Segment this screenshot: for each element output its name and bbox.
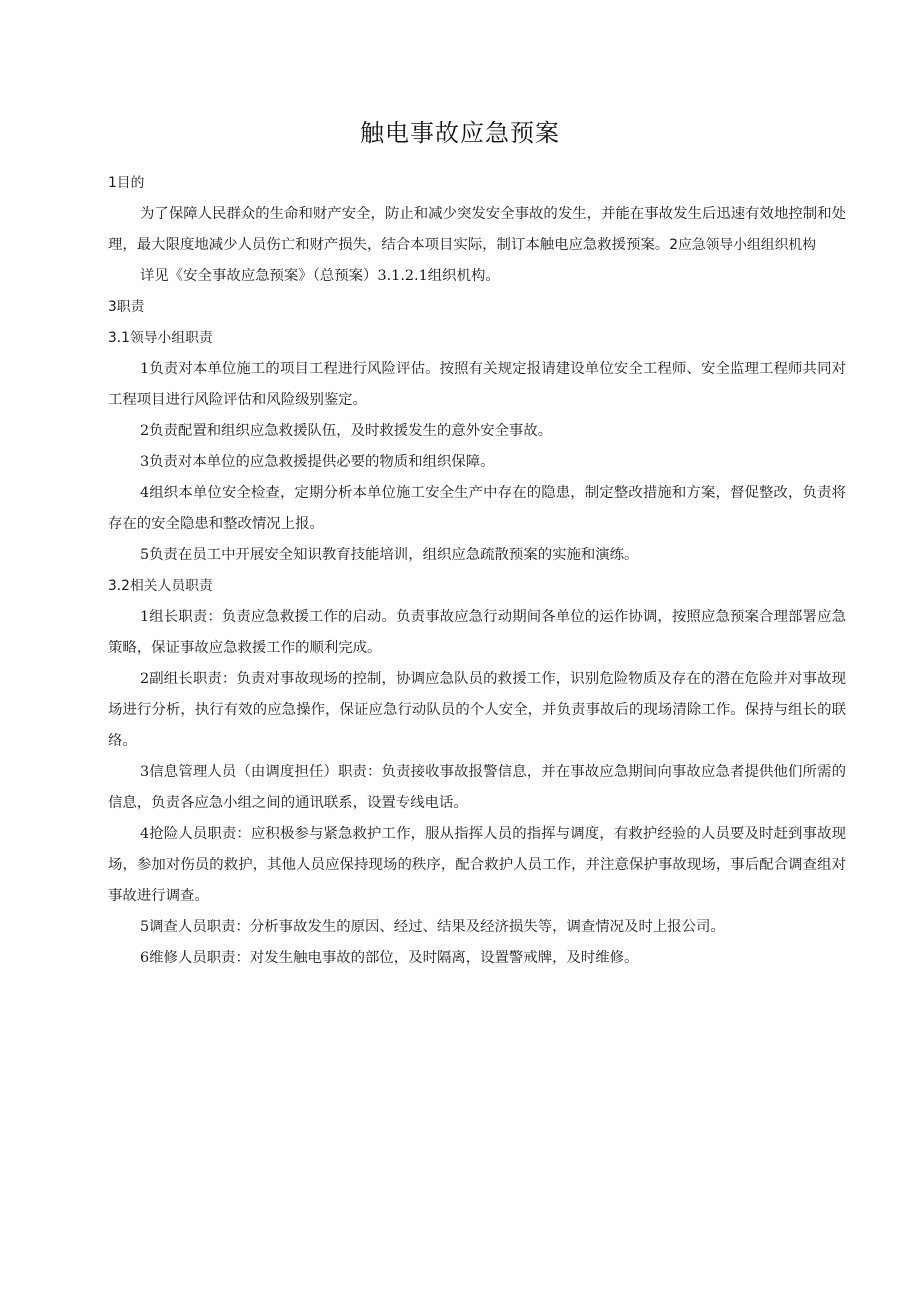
document-body: [108, 168, 846, 974]
list-item: 5负责在员工中开展安全知识教育技能培训，组织应急疏散预案的实施和演练。: [140, 547, 639, 563]
list-item: 3信息管理人员（由调度担任）职责：负责接收事故报警信息，并在事故应急期间向事故应急者提供他们所需的信息，负责各应急小组之间的通讯联系，设置专线电话。: [108, 764, 846, 811]
list-item: 5调查人员职责：分析事故发生的原因、经过、结果及经济损失等，调查情况及时上报公司。: [140, 919, 725, 935]
list-item: 4组织本单位安全检查，定期分析本单位施工安全生产中存在的隐患，制定整改措施和方案，督促整改，负责将存在的安全隐患和整改情况上报。: [108, 485, 846, 532]
list-item: 3负责对本单位的应急救援提供必要的物质和组织保障。: [140, 454, 495, 470]
list-item: 4抢险人员职责：应积极参与紧急救护工作，服从指挥人员的指挥与调度，有救护经验的人员要及时赶到事故现场，参加对伤员的救护，其他人员应保持现场的秩序，配合救护人员工作，并注意保护事故现场，事后配合调查组对事故进行调查。: [108, 826, 846, 904]
list-item: 6维修人员职责：对发生触电事故的部位，及时隔离，设置警戒牌，及时维修。: [140, 950, 639, 966]
list-item: 2负责配置和组织应急救援队伍，及时救援发生的意外安全事故。: [140, 423, 553, 439]
paragraph-organization: 详见《安全事故应急预案》（总预案）3.1.2.1组织机构。: [140, 268, 500, 284]
section-heading-duties: 3职责: [108, 299, 145, 315]
section-heading-personnel-duties: 3.2相关人员职责: [108, 578, 213, 594]
section-heading-purpose: 1目的: [108, 175, 145, 191]
document-title: 触电事故应急预案: [360, 119, 560, 147]
section-heading-organization: 2应急领导小组组织机构: [669, 237, 816, 253]
section-heading-leadership-duties: 3.1领导小组职责: [108, 330, 213, 346]
paragraph-purpose-text: 为了保障人民群众的生命和财产安全，防止和减少突发安全事故的发生，并能在事故发生后迅速有效地控制和处理，最大限度地减少人员伤亡和财产损失，结合本项目实际，制订本触电应急救援预案。: [108, 206, 846, 253]
list-item: 2副组长职责：负责对事故现场的控制，协调应急队员的救援工作，识别危险物质及存在的潜在危险并对事故现场进行分析，执行有效的应急操作，保证应急行动队员的个人安全，并负责事故后的现场清除工作。保持与组长的联络。: [108, 671, 846, 749]
paragraph-purpose: [108, 199, 846, 261]
list-item: 1组长职责：负责应急救援工作的启动。负责事故应急行动期间各单位的运作协调，按照应急预案合理部署应急策略，保证事故应急救援工作的顺利完成。: [108, 609, 846, 656]
list-item: 1负责对本单位施工的项目工程进行风险评估。按照有关规定报请建设单位安全工程师、安全监理工程师共同对工程项目进行风险评估和风险级别鉴定。: [108, 361, 846, 408]
